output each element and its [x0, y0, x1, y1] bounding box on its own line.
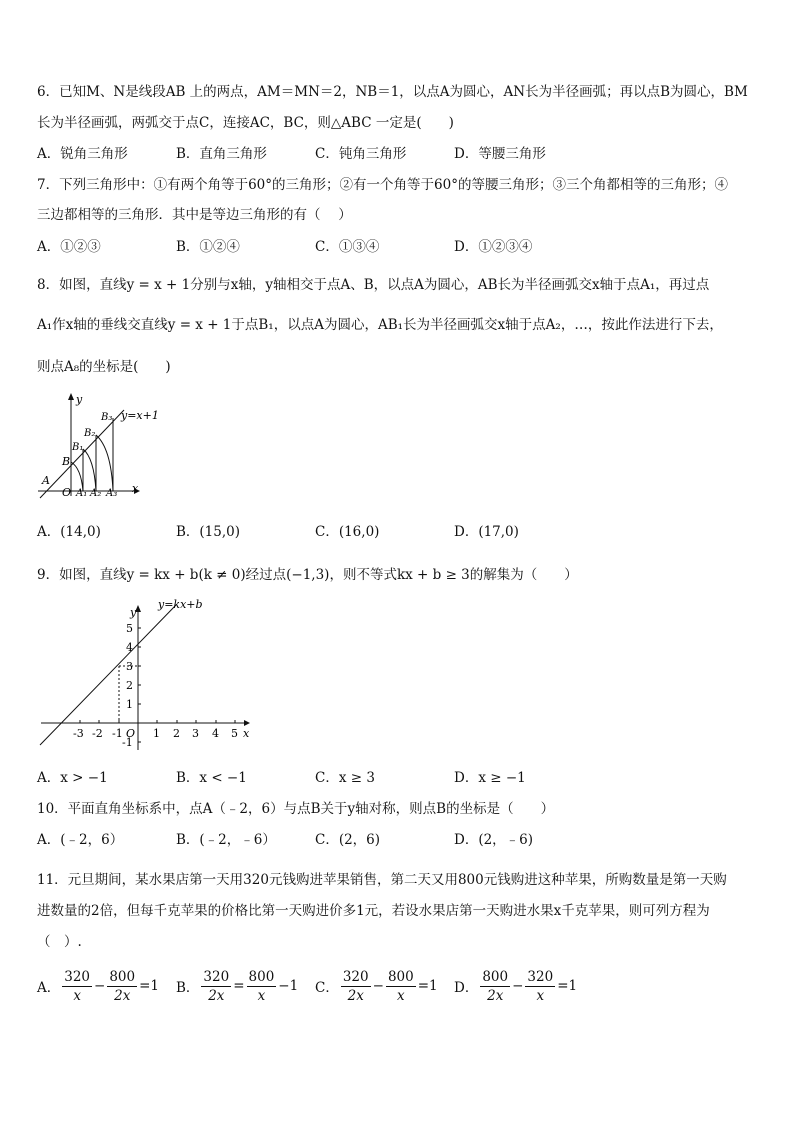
q7-option-d[interactable]: D．①②③④ — [454, 239, 533, 255]
q6-text-line1: 6．已知M、N是线段AB 上的两点，AM＝MN＝2，NB＝1，以点A为圆心，AN长为半径画弧；再以点B为圆心，BM — [37, 84, 748, 100]
q11-text-line3: （ ）. — [37, 934, 82, 950]
q10-options — [37, 830, 759, 850]
q9-ytick-5: 5 — [126, 622, 133, 635]
q11-d-rhs: =1 — [557, 978, 578, 994]
q9-xtick-1: 1 — [153, 727, 160, 740]
q11-a-fraction-1 — [62, 968, 92, 1005]
q6-option-c[interactable]: C．钝角三角形 — [315, 146, 407, 162]
q11-option-d[interactable] — [454, 964, 577, 1008]
q11-b-op: = — [233, 978, 245, 994]
q11-c-den1: 2x — [347, 987, 364, 1004]
q11-a-num1: 320 — [64, 968, 91, 985]
q11-c-rhs: =1 — [417, 978, 438, 994]
q8-label-a2: A₂ — [90, 488, 102, 499]
q8-text-line2: A₁作x轴的垂线交直线y = x + 1于点B₁，以点A为圆心，AB₁长为半径画弧交x轴于点A₂，…，按此作法进行下去， — [37, 317, 723, 333]
q8-label-a1: A₁ — [76, 488, 88, 499]
q11-b-fraction-2 — [247, 968, 277, 1005]
q8-figure — [36, 392, 176, 502]
q9-line — [40, 605, 176, 745]
q9-xtick-m2: -2 — [92, 727, 103, 740]
q11-d-den2: x — [536, 987, 545, 1004]
q8-arc-1 — [71, 462, 83, 491]
q11-c-fraction-2 — [386, 968, 416, 1005]
q9-xtick-5: 5 — [231, 727, 238, 740]
q10-option-a[interactable]: A．(﹣2，6） — [37, 832, 124, 848]
q9-ytick-4: 4 — [126, 641, 133, 654]
q11-d-den1: 2x — [487, 987, 504, 1004]
q8-label-o: O — [62, 486, 72, 499]
q11-b-den2: x — [257, 987, 266, 1004]
q7-text-line1: 7．下列三角形中：①有两个角等于60°的三角形；②有一个角等于60°的等腰三角形；③三个角都相等的三角形；④ — [37, 177, 728, 193]
q8-arc-3 — [96, 435, 113, 491]
q11-a-label: A． — [37, 980, 61, 996]
q11-a-rhs: =1 — [139, 978, 160, 994]
q9-option-a[interactable]: A．x > −1 — [37, 770, 108, 786]
q11-d-num2: 320 — [527, 968, 554, 985]
q8-text-line1: 8．如图，直线y = x + 1分别与x轴，y轴相交于点A、B，以点A为圆心，AB长为半径画弧交x轴于点A₁，再过点 — [37, 277, 710, 293]
q11-c-den2: x — [397, 987, 405, 1004]
q11-text-line2: 进数量的2倍，但每千克苹果的价格比第一天购进价多1元，若设水果店第一天购进水果x千克苹果，则可列方程为 — [37, 903, 710, 919]
q8-options — [37, 522, 759, 542]
q9-xtick-m1: -1 — [112, 727, 123, 740]
q9-option-d[interactable]: D．x ≥ −1 — [454, 770, 526, 786]
q11-c-fraction-1 — [341, 968, 371, 1005]
q9-label-o: O — [126, 727, 136, 740]
q8-label-b1: B₁ — [72, 442, 84, 453]
q9-xtick-4: 4 — [212, 727, 219, 740]
q8-text-line3: 则点A₈的坐标是( ) — [37, 359, 171, 375]
q9-ytick-m1: -1 — [122, 736, 133, 749]
q9-ytick-1: 1 — [126, 698, 133, 711]
q11-b-num1: 320 — [203, 968, 230, 985]
q10-option-c[interactable]: C．(2，6) — [315, 832, 381, 848]
q11-b-num2: 800 — [248, 968, 275, 985]
q8-label-b3: B₃ — [101, 412, 113, 423]
q7-options — [37, 237, 759, 257]
q8-label-line: y=x+1 — [121, 409, 159, 422]
q8-label-a: A — [42, 474, 50, 487]
q8-option-b[interactable]: B．(15,0) — [176, 524, 241, 540]
q6-options — [37, 144, 759, 164]
q9-xtick-2: 2 — [173, 727, 180, 740]
q11-b-rhs: −1 — [278, 978, 299, 994]
q11-b-den1: 2x — [208, 987, 225, 1004]
q6-option-b[interactable]: B．直角三角形 — [176, 146, 267, 162]
q8-option-a[interactable]: A．(14,0) — [37, 524, 101, 540]
q9-text-line1: 9．如图，直线y = kx + b(k ≠ 0)经过点(−1,3)，则不等式kx + b ≥ 3的解集为（ ） — [37, 567, 578, 583]
q9-xtick-3: 3 — [192, 727, 199, 740]
q11-options — [37, 964, 759, 1008]
q8-label-y: y — [76, 393, 83, 406]
q11-c-label: C． — [315, 980, 339, 996]
q8-label-b: B — [62, 455, 71, 468]
q8-label-x: x — [132, 482, 139, 495]
q9-x-tick-labels — [73, 727, 238, 740]
q11-a-op: − — [94, 978, 106, 994]
q8-arc-2 — [83, 449, 96, 491]
q8-option-c[interactable]: C．(16,0) — [315, 524, 380, 540]
q9-option-c[interactable]: C．x ≥ 3 — [315, 770, 375, 786]
q9-x-arrow — [244, 720, 250, 726]
q11-a-den2: 2x — [114, 987, 131, 1004]
q8-label-b2: B₂ — [84, 428, 96, 439]
q11-option-c[interactable] — [315, 964, 438, 1008]
q11-d-fraction-1 — [480, 968, 510, 1005]
q9-xtick-m3: -3 — [73, 727, 84, 740]
q9-ytick-3: 3 — [126, 660, 133, 673]
q11-d-op: − — [512, 978, 524, 994]
q9-options — [37, 768, 759, 788]
q7-option-c[interactable]: C．①③④ — [315, 239, 380, 255]
q8-option-d[interactable]: D．(17,0) — [454, 524, 519, 540]
q11-d-fraction-2 — [525, 968, 555, 1005]
q11-d-num1: 800 — [482, 968, 509, 985]
q10-option-b[interactable]: B．(﹣2，﹣6） — [176, 832, 276, 848]
q11-d-label: D． — [454, 980, 479, 996]
q9-figure — [36, 594, 256, 754]
q11-c-num1: 320 — [342, 968, 369, 985]
q7-option-a[interactable]: A．①②③ — [37, 239, 101, 255]
q9-ytick-2: 2 — [126, 679, 133, 692]
q11-text-line1: 11．元旦期间，某水果店第一天用320元钱购进苹果销售，第二天又用800元钱购进这种苹果，所购数量是第一天购 — [37, 872, 727, 888]
q11-option-a[interactable] — [37, 964, 159, 1008]
q9-label-line: y=kx+b — [158, 598, 203, 611]
q8-label-a3: A₃ — [106, 488, 118, 499]
q11-a-den1: x — [73, 987, 81, 1004]
q6-option-a[interactable]: A．锐角三角形 — [37, 146, 128, 162]
q11-c-op: − — [372, 978, 384, 994]
q6-text-line2: 长为半径画弧，两弧交于点C，连接AC，BC，则△ABC 一定是( ) — [37, 115, 454, 131]
q9-label-x: x — [243, 727, 250, 740]
q10-option-d[interactable]: D．(2，﹣6) — [454, 832, 534, 848]
q11-c-num2: 800 — [387, 968, 414, 985]
q6-option-d[interactable]: D．等腰三角形 — [454, 146, 546, 162]
q7-text-line2: 三边都相等的三角形．其中是等边三角形的有（ ） — [37, 207, 352, 223]
q8-y-arrow — [68, 393, 74, 400]
q7-option-b[interactable]: B．①②④ — [176, 239, 240, 255]
q11-b-label: B． — [176, 980, 200, 996]
q11-b-fraction-1 — [201, 968, 231, 1005]
q11-a-fraction-2 — [107, 968, 137, 1005]
q9-label-y: y — [130, 606, 137, 619]
q11-a-num2: 800 — [109, 968, 136, 985]
q11-option-b[interactable] — [176, 964, 298, 1008]
q10-text-line1: 10．平面直角坐标系中，点A（﹣2，6）与点B关于y轴对称，则点B的坐标是（ ） — [37, 801, 555, 817]
q9-option-b[interactable]: B．x < −1 — [176, 770, 247, 786]
